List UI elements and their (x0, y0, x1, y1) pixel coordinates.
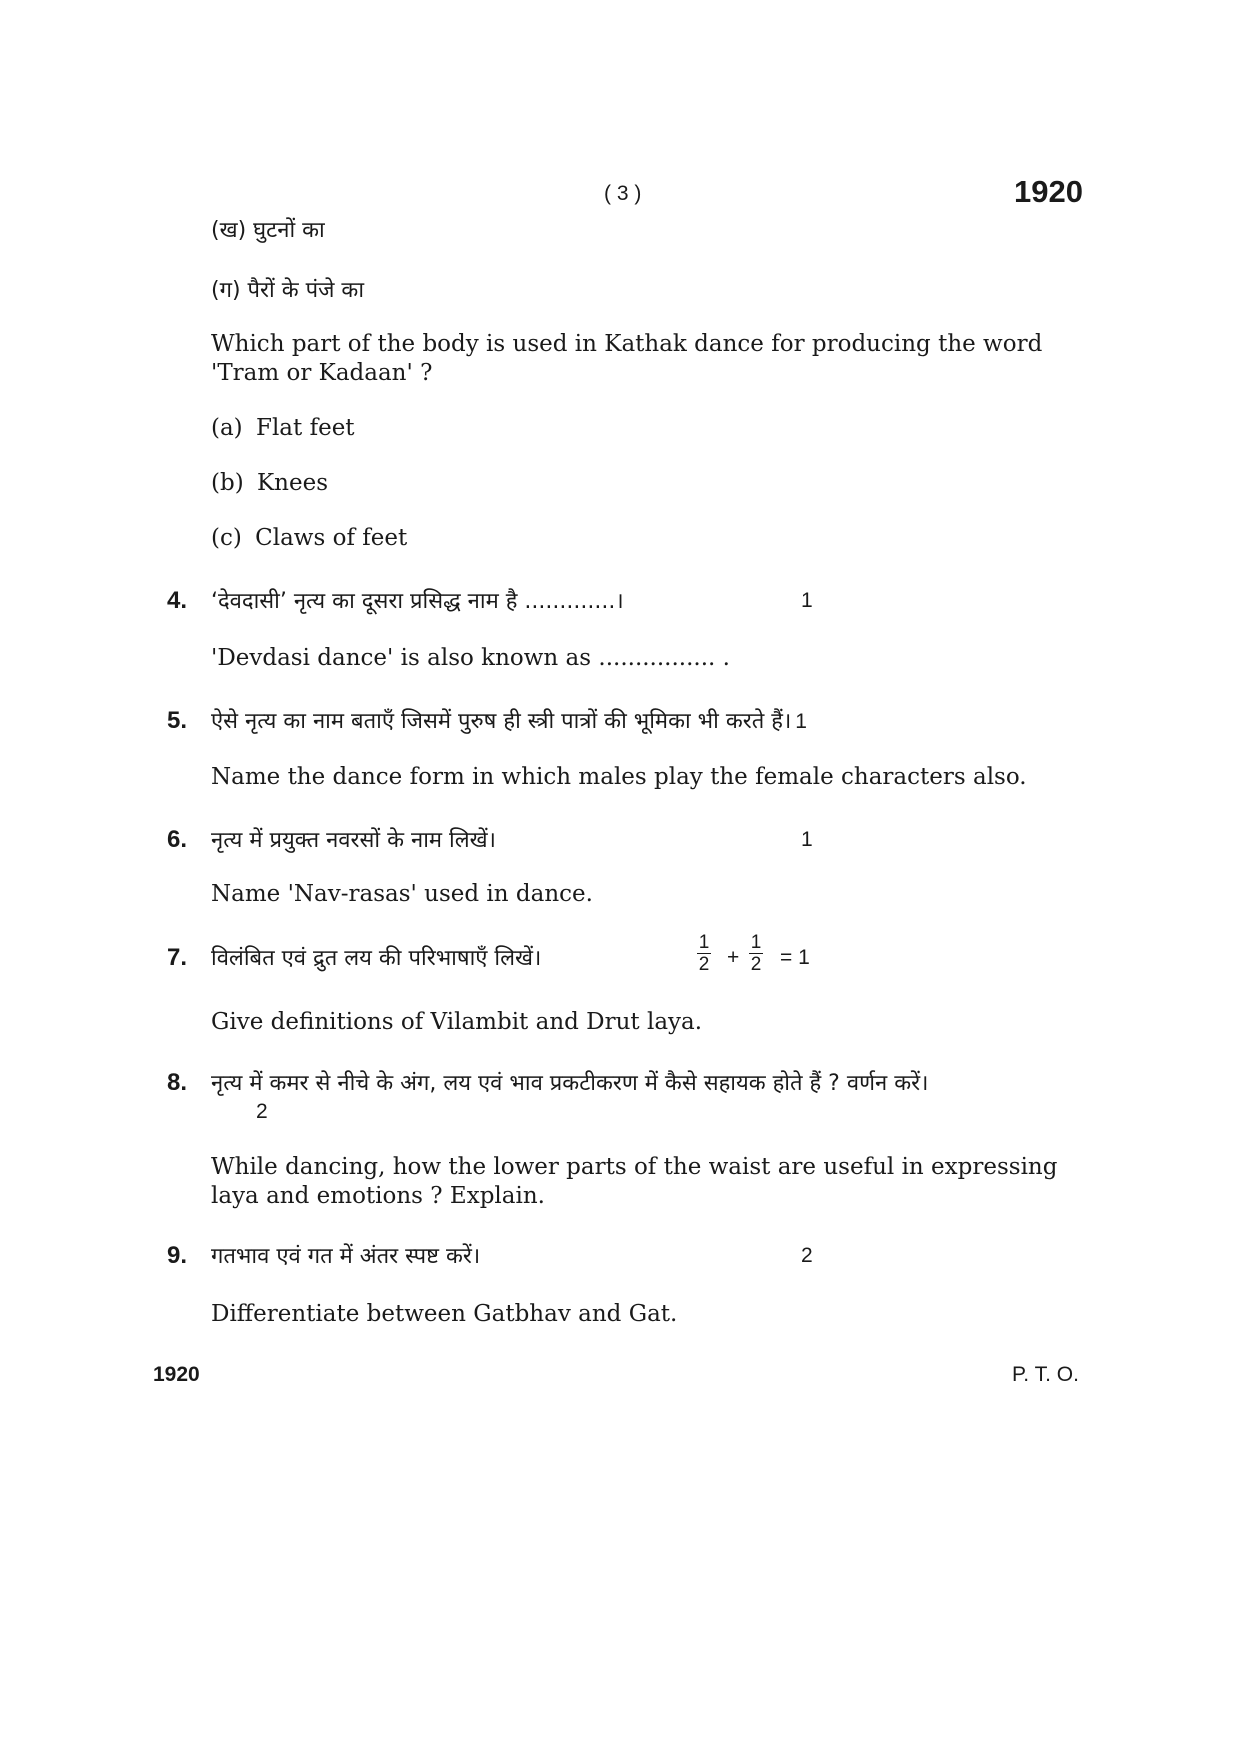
question-hindi: गतभाव एवं गत में अंतर स्पष्ट करें। (211, 1244, 481, 1269)
option-label: (a) (211, 415, 243, 441)
fraction-numerator: 1 (698, 932, 710, 953)
question-number: 7. (167, 944, 188, 971)
question-hindi: नृत्य में प्रयुक्त नवरसों के नाम लिखें। (211, 828, 496, 853)
english-option-c (211, 525, 407, 551)
fraction-half (697, 933, 711, 974)
question-english-line: laya and emotions ? Explain. (211, 1183, 545, 1209)
question-marks: 1 (795, 710, 807, 733)
question-english: Differentiate between Gatbhav and Gat. (211, 1301, 678, 1327)
fraction-denominator: 2 (750, 954, 762, 975)
question-number: 4. (167, 587, 188, 614)
question-marks: 1 (801, 828, 813, 851)
question-hindi: नृत्य में कमर से नीचे के अंग, लय एवं भाव प्रकटीकरण में कैसे सहायक होते हैं ? वर्णन करें। (211, 1071, 929, 1096)
question-english: Name 'Nav-rasas' used in dance. (211, 881, 593, 907)
plus-sign: + (727, 946, 740, 969)
question-marks: 2 (256, 1100, 268, 1123)
question-number: 8. (167, 1069, 188, 1096)
question-english-line: 'Tram or Kadaan' ? (211, 360, 433, 386)
english-option-b (211, 470, 328, 496)
question-hindi (211, 705, 807, 735)
question-english-line: Which part of the body is used in Kathak dance for producing the word (211, 331, 1043, 357)
fraction-denominator: 2 (698, 954, 710, 975)
marks-total: = 1 (780, 946, 810, 969)
question-english: 'Devdasi dance' is also known as ................ . (211, 645, 730, 671)
page-number: ( 3 ) (604, 182, 642, 205)
option-label: (c) (211, 525, 242, 551)
paper-code-header: 1920 (1014, 174, 1083, 209)
option-text: Claws of feet (255, 525, 408, 551)
hindi-option-ga: (ग) पैरों के पंजे का (211, 278, 365, 303)
fraction-numerator: 1 (750, 932, 762, 953)
question-marks: 2 (801, 1244, 813, 1267)
question-english: Give definitions of Vilambit and Drut laya. (211, 1009, 703, 1035)
question-number: 6. (167, 826, 188, 853)
question-number: 5. (167, 707, 188, 734)
question-hindi: विलंबित एवं द्रुत लय की परिभाषाएँ लिखें। (211, 946, 542, 971)
question-english-line: While dancing, how the lower parts of the waist are useful in expressing (211, 1154, 1058, 1180)
english-option-a (211, 415, 355, 441)
question-number: 9. (167, 1242, 188, 1269)
option-text: Flat feet (255, 415, 355, 441)
fraction-half (749, 933, 763, 974)
question-marks: 1 (801, 589, 813, 612)
question-english: Name the dance form in which males play the female characters also. (211, 764, 1027, 790)
option-text: Knees (256, 470, 329, 496)
footer-paper-code: 1920 (153, 1363, 200, 1386)
hindi-option-kha: (ख) घुटनों का (211, 218, 325, 243)
question-hindi-text: ऐसे नृत्य का नाम बताएँ जिसमें पुरुष ही स्त्री पात्रों की भूमिका भी करते हैं। (211, 709, 792, 734)
footer-pto: P. T. O. (1012, 1363, 1079, 1386)
option-label: (b) (211, 470, 244, 496)
question-hindi: ‘देवदासी’ नृत्य का दूसरा प्रसिद्ध नाम है .............। (211, 589, 624, 614)
